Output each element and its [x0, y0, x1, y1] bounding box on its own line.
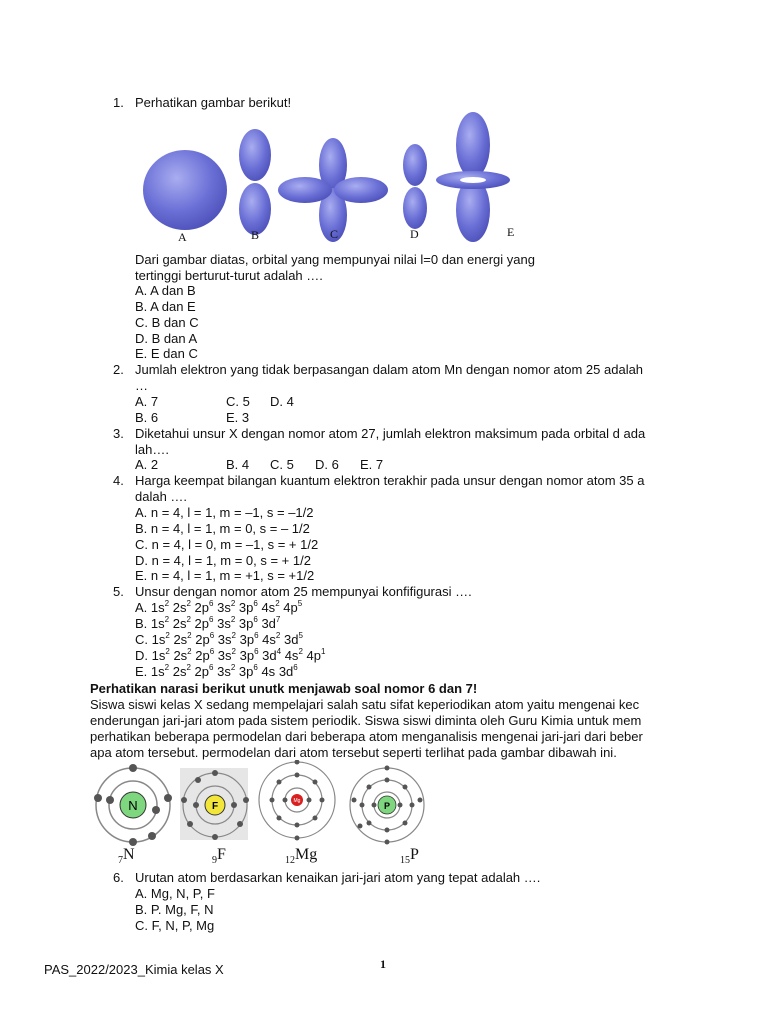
narasi-line1: Siswa siswi kelas X sedang mempelajari salah satu sifat keperiodikan atom yaitu mengenai kec — [90, 697, 640, 712]
q5-prompt: Unsur dengan nomor atom 25 mempunyai konfifigurasi …. — [135, 584, 472, 599]
q6-option-c: C. F, N, P, Mg — [135, 918, 215, 933]
q1-option-e: E. E dan C — [135, 346, 198, 361]
narasi-heading: Perhatikan narasi berikut unutk menjawab soal nomor 6 dan 7! — [90, 681, 478, 696]
phosphorus-model — [350, 766, 424, 845]
nitrogen-model — [94, 764, 172, 846]
q4-line1: Harga keempat bilangan kuantum elektron terakhir pada unsur dengan nomor atom 35 a — [135, 473, 645, 488]
q1-option-b: B. A dan E — [135, 299, 196, 314]
q5-option-a: A. $1s^2$ $2s^2$ $2p^6$ $3s^2$ $3p^6$ $4s^2$ $4p^5$ — [135, 598, 303, 615]
q5-option-c: C. $1s^2$ $2s^2$ $2p^6$ $3s^2$ $3p^6$ $4s^2$ $3d^5$ — [135, 630, 303, 647]
narasi-line3: perhatikan beberapa permodelan dari beberapa atom menganalisis mengenai jari-jari dari beber — [90, 729, 643, 744]
orbital-a-sphere — [143, 150, 227, 230]
atom-models-figure — [90, 760, 440, 860]
q1-number: 1. — [113, 95, 124, 110]
atom-label-phosphorus: $_{15}$P — [400, 846, 419, 867]
q6-option-a: A. Mg, N, P, F — [135, 886, 215, 901]
q4-option-d: D. n = 4, l = 1, m = 0, s = + 1/2 — [135, 553, 311, 568]
q4-option-a: A. n = 4, l = 1, m = –1, s = –1/2 — [135, 505, 314, 520]
p-core-label: P — [383, 801, 391, 811]
q2-number: 2. — [113, 362, 124, 377]
q3-option-c: C. 5 — [270, 457, 294, 472]
orbital-label-e: E — [507, 225, 515, 239]
orbital-label-c: C — [330, 227, 339, 241]
q1-option-c: C. B dan C — [135, 315, 199, 330]
q5-option-e: E. $1s^2$ $2s^2$ $2p^6$ $3s^2$ $3p^6$ 4s $3d^6$ — [135, 662, 298, 679]
q1-prompt: Perhatikan gambar berikut! — [135, 95, 292, 110]
q1-stem-line1: Dari gambar diatas, orbital yang mempunyai nilai l=0 dan energi yang — [135, 252, 535, 267]
orbital-label-a: A — [178, 230, 187, 244]
atom-label-nitrogen: $_7$N — [118, 846, 135, 867]
q4-option-b: B. n = 4, l = 1, m = 0, s = – 1/2 — [135, 521, 310, 536]
q3-line2: lah…. — [135, 442, 169, 457]
q6-prompt: Urutan atom berdasarkan kenaikan jari-jari atom yang tepat adalah …. — [135, 870, 541, 885]
q2-option-b: B. 6 — [135, 410, 159, 425]
q2-line1: Jumlah elektron yang tidak berpasangan dalam atom Mn dengan nomor atom 25 adalah — [135, 362, 644, 377]
q2-option-a: A. 7 — [135, 394, 159, 409]
q1-stem-line2: tertinggi berturut-turut adalah …. — [135, 268, 323, 283]
q3-option-d: D. 6 — [315, 457, 339, 472]
footer-left: PAS_2022/2023_Kimia kelas X — [44, 962, 224, 977]
fluorine-model — [180, 768, 249, 840]
narasi-line2: enderungan jari-jari atom pada sistem periodik. Siswa siswi diminta oleh Guru Kimia untuk mem — [90, 713, 642, 728]
q3-number: 3. — [113, 426, 124, 441]
q3-option-a: A. 2 — [135, 457, 159, 472]
q6-option-b: B. P. Mg, F, N — [135, 902, 214, 917]
mg-core-label: Mg — [293, 798, 301, 804]
orbital-label-b: B — [251, 228, 260, 242]
orbital-label-d: D — [410, 227, 419, 241]
atom-label-fluorine: $_9$F — [212, 846, 226, 867]
f-core-label: F — [211, 801, 219, 812]
q1-option-a: A. A dan B — [135, 283, 196, 298]
q5-number: 5. — [113, 584, 124, 599]
q6-number: 6. — [113, 870, 124, 885]
q4-option-c: C. n = 4, l = 0, m = –1, s = + 1/2 — [135, 537, 319, 552]
q3-line1: Diketahui unsur X dengan nomor atom 27, jumlah elektron maksimum pada orbital d ada — [135, 426, 646, 441]
q1-option-d: D. B dan A — [135, 331, 198, 346]
magnesium-model — [259, 760, 335, 841]
q5-option-b: B. $1s^2$ $2s^2$ $2p^6$ $3s^2$ $3p^6$ $3d^7$ — [135, 614, 281, 631]
q2-option-e: E. 3 — [226, 410, 250, 425]
q2-option-c: C. 5 — [226, 394, 250, 409]
page-number: 1 — [380, 957, 386, 971]
q5-option-d: D. $1s^2$ $2s^2$ $2p^6$ $3s^2$ $3p^6$ $3d^4$ $4s^2$ $4p^1$ — [135, 646, 326, 663]
orbital-d-lobes — [403, 144, 427, 229]
q2-line2: … — [135, 378, 148, 393]
q4-number: 4. — [113, 473, 124, 488]
orbital-e-dz2 — [436, 112, 510, 242]
q3-option-e: E. 7 — [360, 457, 384, 472]
q3-option-b: B. 4 — [226, 457, 250, 472]
orbital-figure — [130, 110, 530, 245]
q2-option-d: D. 4 — [270, 394, 294, 409]
orbital-b-lobes — [239, 129, 271, 235]
narasi-line4: apa atom tersebut. permodelan dari atom tersebut seperti terlihat pada gambar dibawah ini. — [90, 745, 617, 760]
q4-line2: dalah …. — [135, 489, 188, 504]
q4-option-e: E. n = 4, l = 1, m = +1, s = +1/2 — [135, 568, 315, 583]
n-core-label: N — [128, 798, 138, 813]
atom-label-magnesium: $_{12}$Mg — [285, 846, 318, 867]
